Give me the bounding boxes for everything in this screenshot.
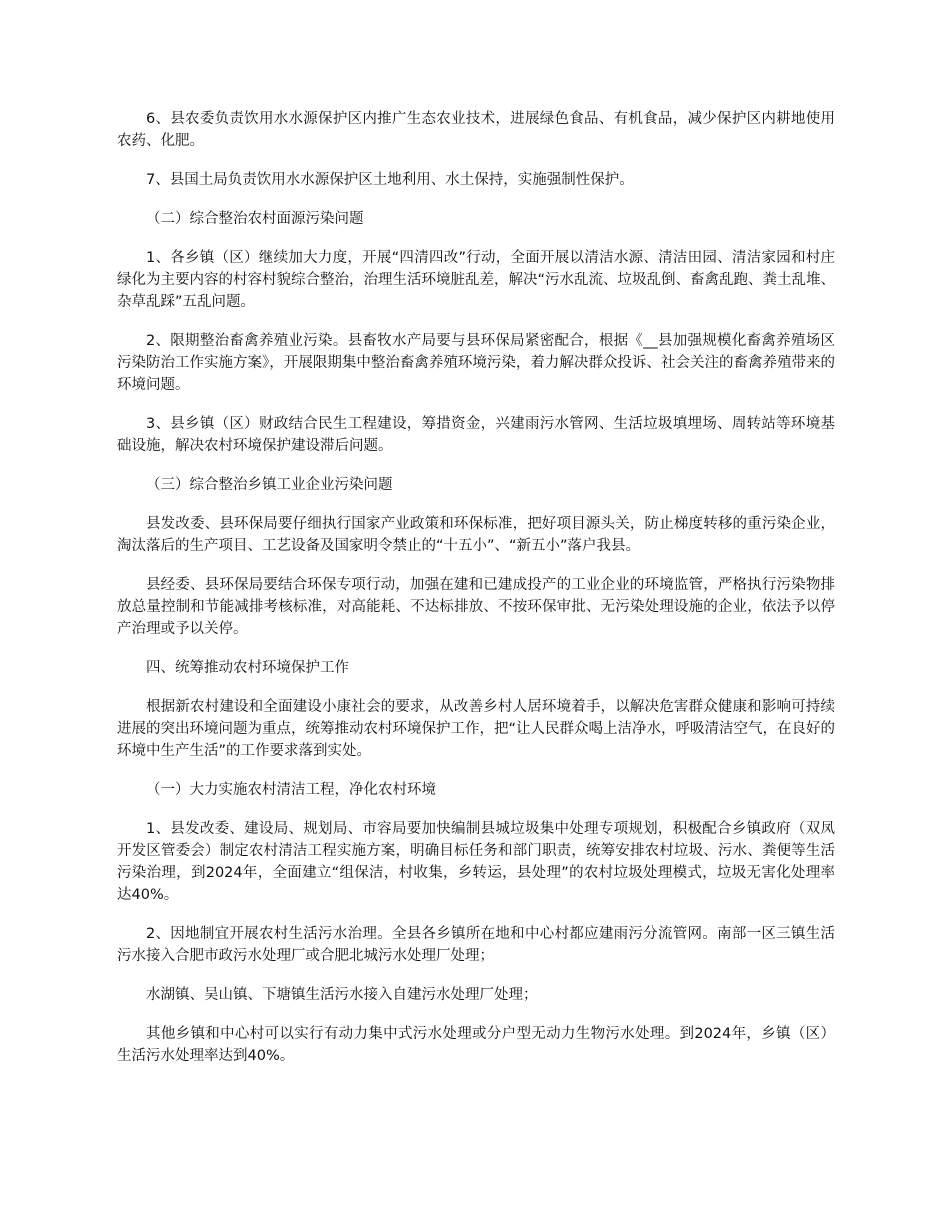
- paragraph-industry-supervision: 县经委、县环保局要结合环保专项行动，加强在建和已建成投产的工业企业的环境监管，严格执行污染物排放总量控制和节能减排考核标准，对高能耗、不达标排放、不按环保审批、无污染处理设施的企业，依法予以停产治理或予以关停。: [117, 577, 835, 637]
- paragraph-towns-sewage: 水湖镇、吴山镇、下塘镇生活污水接入自建污水处理厂处理；: [146, 987, 538, 1003]
- section-heading-clean-project: （一）大力实施农村清洁工程，净化农村环境: [146, 782, 436, 798]
- paragraph-industry-policy: 县发改委、县环保局要仔细执行国家产业政策和环保标准，把好项目源头关，防止梯度转移的重污染企业，淘汰落后的生产项目、工艺设备及国家明令禁止的“十五小”、“新五小”落户我县。: [117, 516, 835, 554]
- paragraph-other-towns: 其他乡镇和中心村可以实行有动力集中式污水处理或分户型无动力生物污水处理。到2024年，乡镇（区）生活污水处理率达到40%。: [117, 1026, 835, 1064]
- paragraph-sewage: 2、因地制宜开展农村生活污水治理。全县各乡镇所在地和中心村都应建雨污分流管网。南部一区三镇生活污水接入合肥市政污水处理厂或合肥北城污水处理厂处理；: [117, 926, 835, 964]
- paragraph-garbage: 1、县发改委、建设局、规划局、市容局要加快编制县城垃圾集中处理专项规划，积极配合乡镇政府（双凤开发区管委会）制定农村清洁工程实施方案，明确目标任务和部门职责，统筹安排农村垃圾、污水、粪便等生活污染治理，到2024年，全面建立“组保洁，村收集，乡转运，县处理”的农村垃圾处理模式，垃圾无害化处理率达40%。: [117, 821, 835, 903]
- section-heading-industry: （三）综合整治乡镇工业企业污染问题: [146, 477, 393, 493]
- paragraph-livestock: 2、限期整治畜禽养殖业污染。县畜牧水产局要与县环保局紧密配合，根据《__县加强规模化畜禽养殖场区污染防治工作实施方案》，开展限期集中整治畜禽养殖环境污染，着力解决群众投诉、社会关注的畜禽养殖带来的环境问题。: [117, 333, 835, 393]
- section-heading-four: 四、统筹推动农村环境保护工作: [146, 660, 349, 676]
- paragraph-four-clean: 1、各乡镇（区）继续加大力度，开展“四清四改”行动，全面开展以清洁水源、清洁田园、清洁家园和村庄绿化为主要内容的村容村貌综合整治，治理生活环境脏乱差，解决“污水乱流、垃圾乱倒、畜禽乱跑、粪土乱堆、杂草乱踩”五乱问题。: [117, 250, 836, 310]
- document-page: [117, 108, 835, 1084]
- section-heading-rural-pollution: （二）综合整治农村面源污染问题: [146, 211, 364, 227]
- paragraph-item-6-agri: 6、县农委负责饮用水水源保护区内推广生态农业技术，进展绿色食品、有机食品，减少保护区内耕地使用农药、化肥。: [117, 111, 835, 149]
- paragraph-infrastructure: 3、县乡镇（区）财政结合民生工程建设，筹措资金，兴建雨污水管网、生活垃圾填埋场、周转站等环境基础设施，解决农村环境保护建设滞后问题。: [117, 416, 835, 454]
- paragraph-overall: 根据新农村建设和全面建设小康社会的要求，从改善乡村人居环境着手，以解决危害群众健康和影响可持续进展的突出环境问题为重点，统筹推动农村环境保护工作，把“让人民群众喝上洁净水，呼吸清洁空气，在良好的环境中生产生活”的工作要求落到实处。: [117, 699, 836, 759]
- paragraph-item-7-land: 7、县国土局负责饮用水水源保护区土地利用、水土保持，实施强制性保护。: [146, 172, 634, 188]
